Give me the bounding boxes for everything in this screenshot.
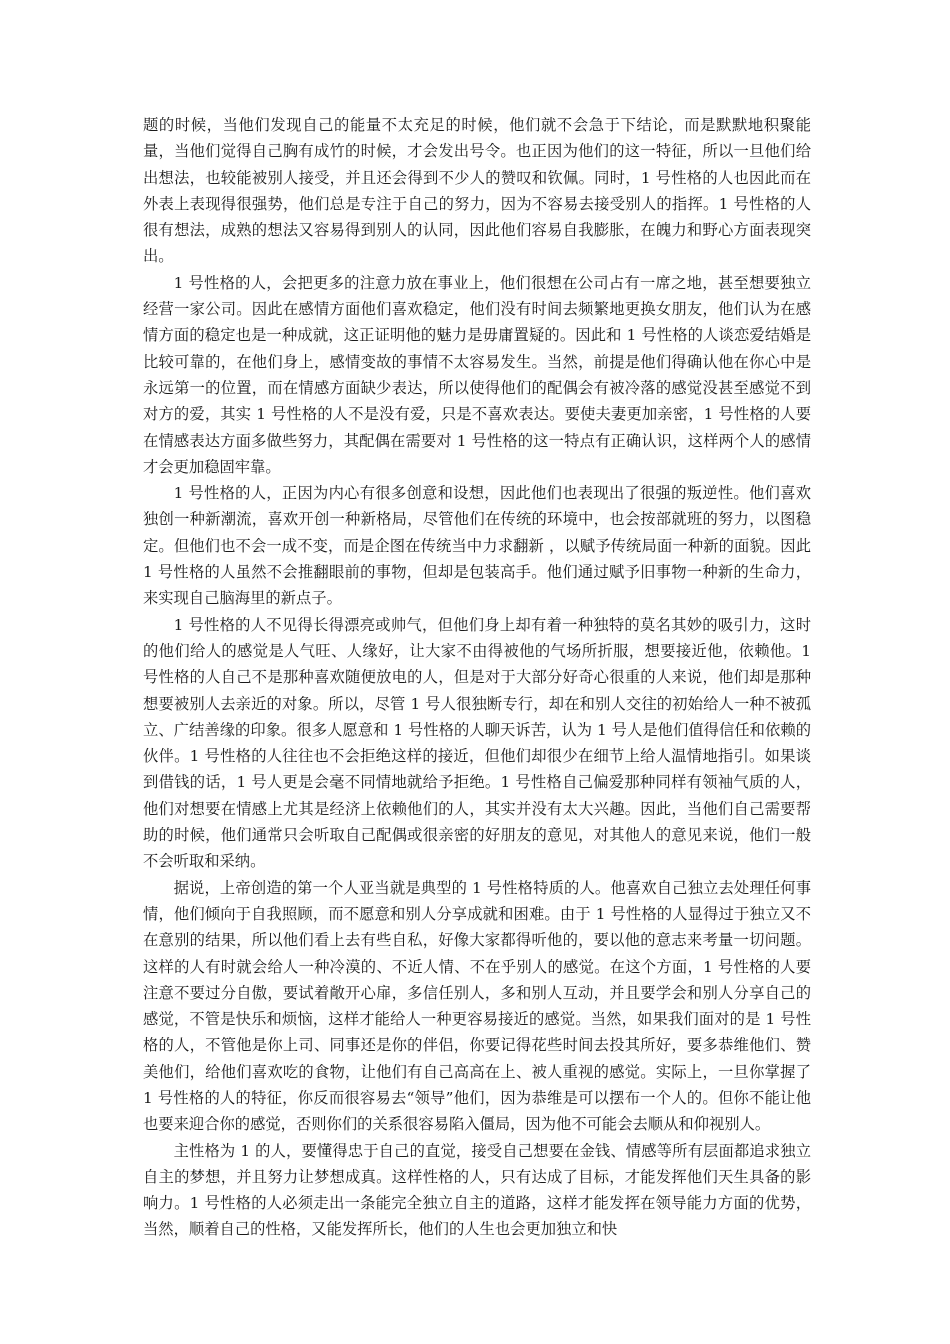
paragraph: 据说，上帝创造的第一个人亚当就是典型的 1 号性格特质的人。他喜欢自己独立去处理任何事情，他们倾向于自我照顾，而不愿意和别人分享成就和困难。由于 1 号性格的人显得过于独立又不在意别的结果，所以他们看上去有些自私，好像大家都得听他的，要以他的意志来考量一切问题。这样的人有时就会给人一种冷漠的、不近人情、不在乎别人的感觉。在这个方面，1 号性格的人要注意不要过分自傲，要试着敞开心扉，多信任别人，多和别人互动，并且要学会和别人分享自己的感觉，不管是快乐和烦恼，这样才能给人一种更容易接近的感觉。当然，如果我们面对的是 1 号性格的人，不管他是你上司、同事还是你的伴侣，你要记得花些时间去投其所好，要多恭维他们、赞美他们，给他们喜欢吃的食物，让他们有自己高高在上、被人重视的感觉。实际上，一旦你掌握了 1 号性格的人的特征，你反而很容易去“领导”他们，因为恭维是可以摆布一个人的。但你不能让他也要来迎合你的感觉，否则你们的关系很容易陷入僵局，因为他不可能会去顺从和仰视别人。 bbox=[143, 878, 811, 1134]
document-body bbox=[143, 112, 811, 1243]
paragraph: 主性格为 1 的人，要懂得忠于自己的直觉，接受自己想要在金钱、情感等所有层面都追求独立自主的梦想，并且努力让梦想成真。这样性格的人，只有达成了目标，才能发挥他们天生具备的影响力。1 号性格的人必须走出一条能完全独立自主的道路，这样才能发挥在领导能力方面的优势，当然，顺着自己的性格，又能发挥所长，他们的人生也会更加独立和快 bbox=[143, 1141, 811, 1239]
paragraph-continued: 题的时候，当他们发现自己的能量不太充足的时候，他们就不会急于下结论，而是默默地积聚能量，当他们觉得自己胸有成竹的时候，才会发出号令。也正因为他们的这一特征，所以一旦他们给出想法，也较能被别人接受，并且还会得到不少人的赞叹和钦佩。同时，1 号性格的人也因此而在外表上表现得很强势，他们总是专注于自己的努力，因为不容易去接受别人的指挥。1 号性格的人很有想法，成熟的想法又容易得到别人的认同，因此他们容易自我膨胀，在魄力和野心方面表现突出。 bbox=[143, 116, 811, 266]
paragraph: 1 号性格的人不见得长得漂亮或帅气，但他们身上却有着一种独特的莫名其妙的吸引力，这时的他们给人的感觉是人气旺、人缘好，让大家不由得被他的气场所折服，想要接近他，依赖他。1 号性格的人自己不是那种喜欢随便放电的人，但是对于大部分好奇心很重的人来说，他们却是那种想要被别人去亲近的对象。所以，尽管 1 号人很独断专行，却在和别人交往的初始给人一种不被孤立、广结善缘的印象。很多人愿意和 1 号性格的人聊天诉苦，认为 1 号人是他们值得信任和依赖的伙伴。1 号性格的人往往也不会拒绝这样的接近，但他们却很少在细节上给人温情地指引。如果谈到借钱的话，1 号人更是会毫不同情地就给予拒绝。1 号性格自己偏爱那种同样有领袖气质的人，他们对想要在情感上尤其是经济上依赖他们的人，其实并没有太大兴趣。因此，当他们自己需要帮助的时候，他们通常只会听取自己配偶或很亲密的好朋友的意见，对其他人的意见来说，他们一般不会听取和采纳。 bbox=[143, 615, 811, 871]
paragraph: 1 号性格的人，会把更多的注意力放在事业上，他们很想在公司占有一席之地，甚至想要独立经营一家公司。因此在感情方面他们喜欢稳定，他们没有时间去频繁地更换女朋友，他们认为在感情方面的稳定也是一种成就，这正证明他的魅力是毋庸置疑的。因此和 1 号性格的人谈恋爱结婚是比较可靠的，在他们身上，感情变故的事情不太容易发生。当然，前提是他们得确认他在你心中是永远第一的位置，而在情感方面缺少表达，所以使得他们的配偶会有被冷落的感觉没甚至感觉不到对方的爱，其实 1 号性格的人不是没有爱，只是不喜欢表达。要使夫妻更加亲密，1 号性格的人要在情感表达方面多做些努力，其配偶在需要对 1 号性格的这一特点有正确认识，这样两个人的感情才会更加稳固牢靠。 bbox=[143, 273, 811, 476]
paragraph: 1 号性格的人，正因为内心有很多创意和设想，因此他们也表现出了很强的叛逆性。他们喜欢独创一种新潮流，喜欢开创一种新格局，尽管他们在传统的环境中，也会按部就班的努力，以图稳定。但他们也不会一成不变，而是企图在传统当中力求翻新 ，以赋予传统局面一种新的面貌。因此 1 号性格的人虽然不会推翻眼前的事物，但却是包装高手。他们通过赋予旧事物一种新的生命力，来实现自己脑海里的新点子。 bbox=[143, 484, 811, 608]
